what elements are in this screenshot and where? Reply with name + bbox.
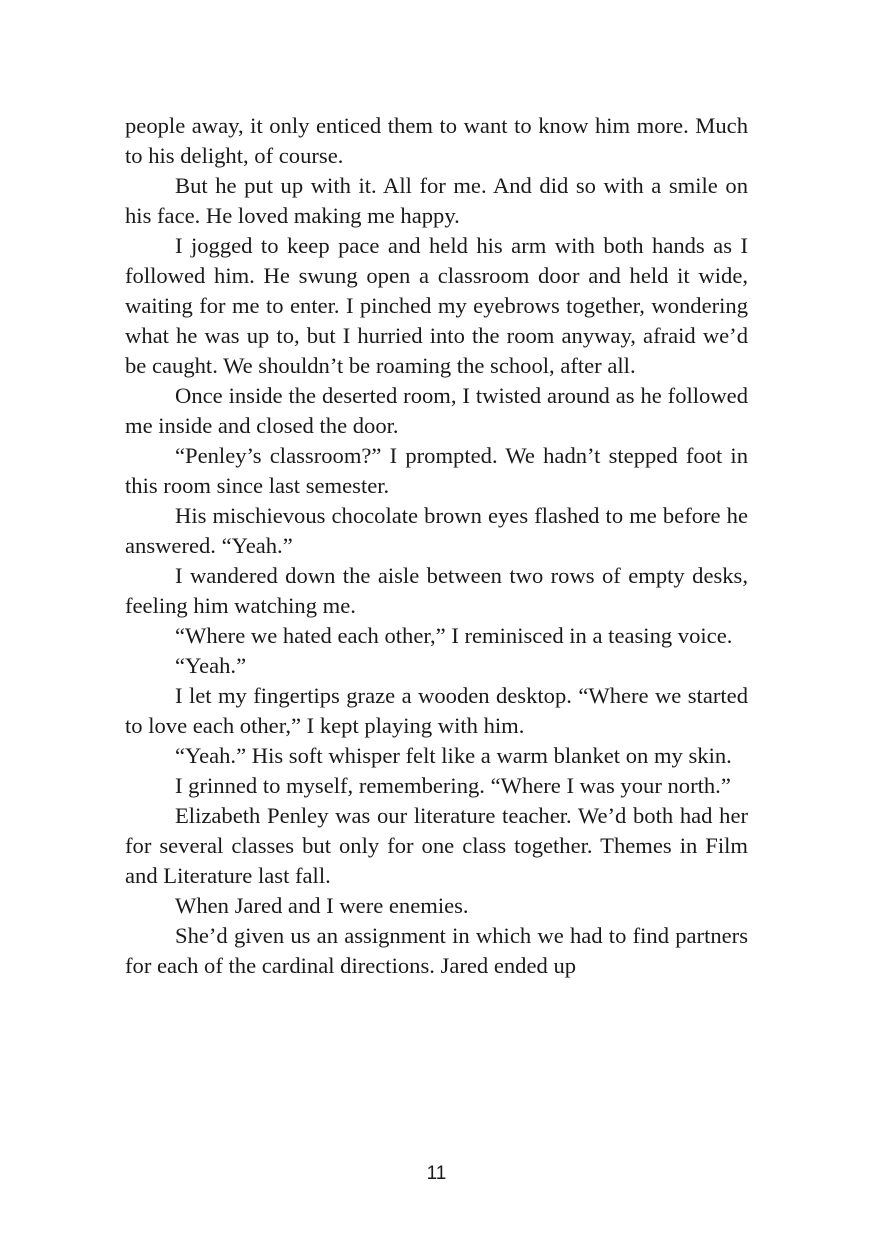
paragraph: She’d given us an assignment in which we had to find partners for each of the cardinal directions. Jared ended up [125, 923, 748, 978]
paragraph: His mischievous chocolate brown eyes flashed to me before he answered. “Yeah.” [125, 503, 748, 558]
paragraph: people away, it only enticed them to want to know him more. Much to his delight, of course. [125, 113, 748, 168]
paragraph: When Jared and I were enemies. [175, 893, 469, 918]
paragraph: “Yeah.” His soft whisper felt like a warm blanket on my skin. [175, 743, 732, 768]
paragraph: I grinned to myself, remembering. “Where I was your north.” [175, 773, 731, 798]
paragraph: I let my fingertips graze a wooden desktop. “Where we started to love each other,” I kept playing with him. [125, 683, 748, 738]
paragraph: I wandered down the aisle between two rows of empty desks, feeling him watching me. [125, 563, 748, 618]
paragraph: “Penley’s classroom?” I prompted. We hadn’t stepped foot in this room since last semester. [125, 443, 748, 498]
paragraph: “Yeah.” [175, 653, 247, 678]
paragraph: But he put up with it. All for me. And did so with a smile on his face. He loved making me happy. [125, 173, 748, 228]
page-number: 11 [426, 1163, 447, 1184]
paragraph: Once inside the deserted room, I twisted around as he followed me inside and closed the door. [125, 383, 748, 438]
paragraph: Elizabeth Penley was our literature teacher. We’d both had her for several classes but only for one class together. Themes in Film and Literature last fall. [125, 803, 748, 888]
paragraph: I jogged to keep pace and held his arm with both hands as I followed him. He swung open a classroom door and held it wide, waiting for me to enter. I pinched my eyebrows together, wondering what he was up to, but I hurried into the room anyway, afraid we’d be caught. We shouldn’t be roaming the school, after all. [125, 233, 748, 378]
page-body [125, 111, 748, 981]
paragraph: “Where we hated each other,” I reminisced in a teasing voice. [175, 623, 733, 648]
